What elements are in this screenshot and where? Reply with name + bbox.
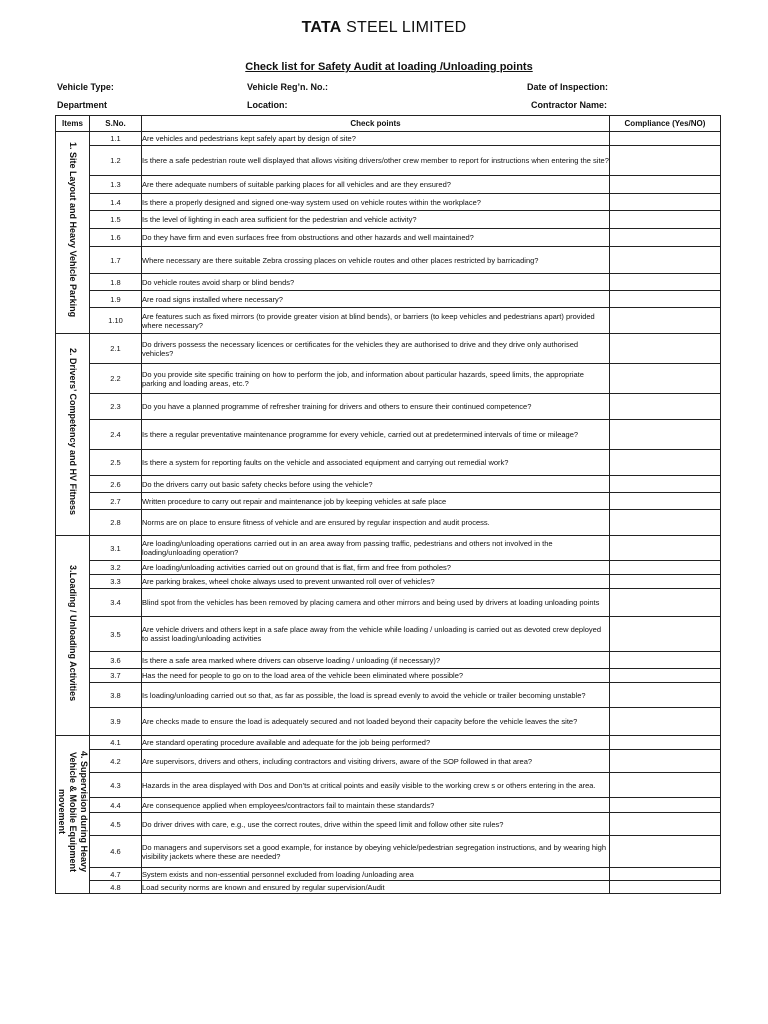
compliance-cell[interactable]	[610, 798, 721, 813]
table-row	[56, 364, 721, 394]
serial-number: 3.4	[90, 589, 142, 617]
table-row	[56, 750, 721, 773]
check-point-text: Are consequence applied when employees/contractors fail to maintain these standards?	[142, 798, 610, 813]
serial-number: 1.10	[90, 308, 142, 334]
serial-number: 1.2	[90, 146, 142, 176]
check-point-text: Is there a safe area marked where drivers can observe loading / unloading (if necessary)?	[142, 652, 610, 669]
serial-number: 4.7	[90, 868, 142, 881]
table-row	[56, 736, 721, 750]
check-point-text: Written procedure to carry out repair and maintenance job by keeping vehicles at safe place	[142, 493, 610, 510]
check-point-text: Are vehicle drivers and others kept in a safe place away from the vehicle while loading / unloading is carried out as devoted crew deployed to assist loading/unloading activities	[142, 617, 610, 652]
compliance-cell[interactable]	[610, 669, 721, 683]
table-row	[56, 561, 721, 575]
compliance-cell[interactable]	[610, 868, 721, 881]
table-row	[56, 229, 721, 247]
check-point-text: Load security norms are known and ensured by regular supervision/Audit	[142, 881, 610, 894]
compliance-cell[interactable]	[610, 836, 721, 868]
section-label-cell	[56, 132, 90, 334]
table-row	[56, 617, 721, 652]
check-point-text: Do vehicle routes avoid sharp or blind bends?	[142, 274, 610, 291]
table-row	[56, 708, 721, 736]
compliance-cell[interactable]	[610, 510, 721, 536]
vehicle-reg-label: Vehicle Reg’n. No.:	[247, 82, 329, 92]
compliance-cell[interactable]	[610, 683, 721, 708]
table-row	[56, 683, 721, 708]
serial-number: 4.5	[90, 813, 142, 836]
serial-number: 4.2	[90, 750, 142, 773]
serial-number: 1.7	[90, 247, 142, 274]
compliance-cell[interactable]	[610, 334, 721, 364]
serial-number: 1.5	[90, 211, 142, 229]
section-label-cell	[56, 736, 90, 894]
table-row	[56, 194, 721, 211]
serial-number: 3.6	[90, 652, 142, 669]
contractor-name-label: Contractor Name:	[531, 100, 608, 110]
sno-header: S.No.	[90, 116, 142, 132]
serial-number: 1.4	[90, 194, 142, 211]
table-row	[56, 836, 721, 868]
company-title	[0, 19, 768, 37]
serial-number: 1.1	[90, 132, 142, 146]
compliance-cell[interactable]	[610, 176, 721, 194]
compliance-cell[interactable]	[610, 536, 721, 561]
compliance-cell[interactable]	[610, 420, 721, 450]
serial-number: 3.5	[90, 617, 142, 652]
serial-number: 2.2	[90, 364, 142, 394]
company-name-rest: STEEL LIMITED	[341, 19, 467, 36]
table-row	[56, 211, 721, 229]
serial-number: 2.8	[90, 510, 142, 536]
compliance-cell[interactable]	[610, 247, 721, 274]
table-row	[56, 394, 721, 420]
compliance-cell[interactable]	[610, 881, 721, 894]
table-row	[56, 334, 721, 364]
section-label-cell	[56, 536, 90, 736]
check-point-text: Are supervisors, drivers and others, including contractors and visiting drivers, aware of the SOP followed in that area?	[142, 750, 610, 773]
table-row	[56, 493, 721, 510]
check-point-text: Are standard operating procedure available and adequate for the job being performed?	[142, 736, 610, 750]
items-header: Items	[56, 116, 90, 132]
check-point-text: Are checks made to ensure the load is adequately secured and not loaded beyond their capacity before the vehicle leaves the site?	[142, 708, 610, 736]
serial-number: 3.3	[90, 575, 142, 589]
check-point-text: Do drivers possess the necessary licences or certificates for the vehicles they are authorised to drive and they drive only authorised vehicles?	[142, 334, 610, 364]
table-row	[56, 146, 721, 176]
table-row	[56, 813, 721, 836]
table-row	[56, 575, 721, 589]
compliance-cell[interactable]	[610, 146, 721, 176]
check-point-text: Hazards in the area displayed with Dos and Don’ts at critical points and easily visible to the working crew s or others entering in the area.	[142, 773, 610, 798]
serial-number: 1.3	[90, 176, 142, 194]
compliance-cell[interactable]	[610, 364, 721, 394]
check-point-text: Are features such as fixed mirrors (to provide greater vision at blind bends), or barriers (to keep vehicles and pedestrians apart) provided where necessary?	[142, 308, 610, 334]
section-label: 1. Site Layout and Heavy Vehicle Parking	[68, 142, 78, 318]
check-point-text: Are vehicles and pedestrians kept safely apart by design of site?	[142, 132, 610, 146]
compliance-cell[interactable]	[610, 308, 721, 334]
check-point-text: Are there adequate numbers of suitable parking places for all vehicles and are they ensured?	[142, 176, 610, 194]
check-point-text: Norms are on place to ensure fitness of vehicle and are ensured by regular inspection and audit process.	[142, 510, 610, 536]
department-label: Department	[57, 100, 108, 110]
compliance-cell[interactable]	[610, 652, 721, 669]
check-point-text: Is loading/unloading carried out so that, as far as possible, the load is spread evenly to avoid the vehicle or trailer becoming unstable?	[142, 683, 610, 708]
serial-number: 4.1	[90, 736, 142, 750]
compliance-cell[interactable]	[610, 211, 721, 229]
table-row	[56, 669, 721, 683]
serial-number: 1.9	[90, 291, 142, 308]
table-row	[56, 798, 721, 813]
location-label: Location:	[247, 100, 288, 110]
check-point-text: Do managers and supervisors set a good example, for instance by obeying vehicle/pedestrian segregation instructions, and by wearing high visibility jackets where these are needed?	[142, 836, 610, 868]
compliance-cell[interactable]	[610, 132, 721, 146]
check-point-text: Do you have a planned programme of refresher training for drivers and others to ensure their continued competence?	[142, 394, 610, 420]
section-label-cell	[56, 334, 90, 536]
table-row	[56, 476, 721, 493]
compliance-cell[interactable]	[610, 493, 721, 510]
serial-number: 2.3	[90, 394, 142, 420]
check-point-text: Is the level of lighting in each area sufficient for the pedestrian and vehicle activity?	[142, 211, 610, 229]
table-row	[56, 510, 721, 536]
serial-number: 3.9	[90, 708, 142, 736]
serial-number: 2.1	[90, 334, 142, 364]
section-label: 2. Drivers’ Competency and HV Fitness	[68, 348, 78, 516]
section-label: 4. Supervision during Heavy Vehicle & Mobile Equipment movement	[57, 751, 89, 873]
check-point-text: Do driver drives with care, e.g., use the correct routes, drive within the speed limit and follow other site rules?	[142, 813, 610, 836]
serial-number: 2.6	[90, 476, 142, 493]
compliance-cell[interactable]	[610, 229, 721, 247]
check-point-text: Has the need for people to go on to the load area of the vehicle been eliminated where possible?	[142, 669, 610, 683]
compliance-cell[interactable]	[610, 291, 721, 308]
serial-number: 4.6	[90, 836, 142, 868]
serial-number: 1.8	[90, 274, 142, 291]
checklist-title: Check list for Safety Audit at loading /Unloading points	[245, 61, 533, 73]
serial-number: 2.4	[90, 420, 142, 450]
check-point-text: Is there a properly designed and signed one-way system used on vehicle routes within the workplace?	[142, 194, 610, 211]
compliance-cell[interactable]	[610, 476, 721, 493]
compliance-cell[interactable]	[610, 708, 721, 736]
check-point-text: Is there a safe pedestrian route well displayed that allows visiting drivers/other crew member to report for instructions when entering the site?	[142, 146, 610, 176]
serial-number: 4.8	[90, 881, 142, 894]
serial-number: 2.7	[90, 493, 142, 510]
date-of-inspection-label: Date of Inspection:	[527, 82, 609, 92]
check-point-text: Are parking brakes, wheel choke always used to prevent unwanted roll over of vehicles?	[142, 575, 610, 589]
serial-number: 3.7	[90, 669, 142, 683]
check-point-text: Are road signs installed where necessary?	[142, 291, 610, 308]
compliance-cell[interactable]	[610, 750, 721, 773]
serial-number: 4.4	[90, 798, 142, 813]
compliance-cell[interactable]	[610, 617, 721, 652]
table-row	[56, 589, 721, 617]
check-point-text: Is there a system for reporting faults on the vehicle and associated equipment and carrying out remedial work?	[142, 450, 610, 476]
serial-number: 3.8	[90, 683, 142, 708]
check-point-text: Are loading/unloading activities carried out on ground that is flat, firm and free from potholes?	[142, 561, 610, 575]
table-row	[56, 291, 721, 308]
table-body	[56, 132, 721, 894]
compliance-cell[interactable]	[610, 736, 721, 750]
company-name-bold: TATA	[301, 19, 342, 36]
serial-number: 4.3	[90, 773, 142, 798]
compliance-cell[interactable]	[610, 773, 721, 798]
table-row	[56, 450, 721, 476]
table-row	[56, 132, 721, 146]
compliance-cell[interactable]	[610, 194, 721, 211]
vehicle-type-label: Vehicle Type:	[57, 82, 114, 92]
compliance-cell[interactable]	[610, 813, 721, 836]
table-row	[56, 652, 721, 669]
table-row	[56, 247, 721, 274]
table-row	[56, 176, 721, 194]
table-row	[56, 773, 721, 798]
compliance-cell[interactable]	[610, 274, 721, 291]
serial-number: 2.5	[90, 450, 142, 476]
checkpoints-header: Check points	[142, 116, 610, 132]
compliance-header: Compliance (Yes/NO)	[610, 116, 721, 132]
serial-number: 3.1	[90, 536, 142, 561]
compliance-cell[interactable]	[610, 589, 721, 617]
check-point-text: Do they have firm and even surfaces free from obstructions and other hazards and well maintained?	[142, 229, 610, 247]
check-point-text: System exists and non-essential personnel excluded from loading /unloading area	[142, 868, 610, 881]
table-header-row	[56, 116, 721, 132]
compliance-cell[interactable]	[610, 561, 721, 575]
compliance-cell[interactable]	[610, 394, 721, 420]
check-point-text: Do you provide site specific training on how to perform the job, and information about particular hazards, speed limits, the appropriate parking and loading areas, etc.?	[142, 364, 610, 394]
table-row	[56, 536, 721, 561]
check-point-text: Are loading/unloading operations carried out in an area away from passing traffic, pedestrians and others not involved in the loading/unloading operation?	[142, 536, 610, 561]
check-point-text: Do the drivers carry out basic safety checks before using the vehicle?	[142, 476, 610, 493]
check-point-text: Where necessary are there suitable Zebra crossing places on vehicle routes and other places restricted by barricading?	[142, 247, 610, 274]
table-row	[56, 868, 721, 881]
table-row	[56, 420, 721, 450]
serial-number: 1.6	[90, 229, 142, 247]
table-row	[56, 308, 721, 334]
compliance-cell[interactable]	[610, 575, 721, 589]
compliance-cell[interactable]	[610, 450, 721, 476]
check-point-text: Is there a regular preventative maintenance programme for every vehicle, carried out at predetermined intervals of time or mileage?	[142, 420, 610, 450]
table-row	[56, 274, 721, 291]
check-point-text: Blind spot from the vehicles has been removed by placing camera and other mirrors and being used by drivers at loading unloading points	[142, 589, 610, 617]
section-label: 3.Loading / Unloading Activities	[68, 564, 78, 702]
safety-audit-table	[55, 115, 721, 894]
table-row	[56, 881, 721, 894]
serial-number: 3.2	[90, 561, 142, 575]
